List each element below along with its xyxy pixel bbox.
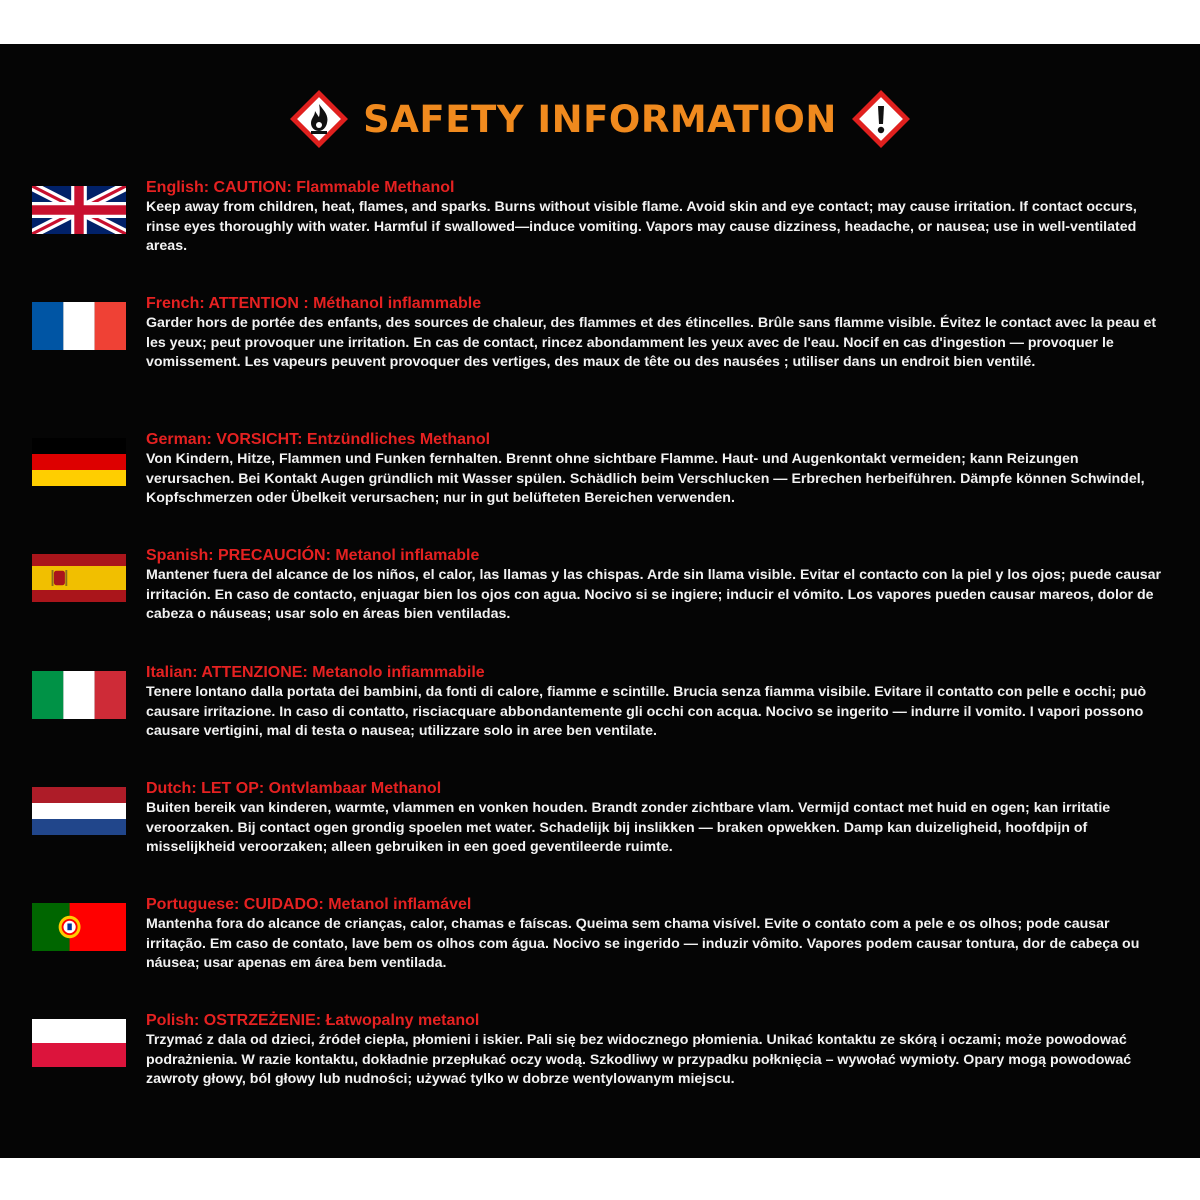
- header: [0, 86, 1200, 152]
- entry-heading: Dutch: LET OP: Ontvlambaar Methanol: [146, 780, 442, 797]
- germany-flag-icon: [32, 438, 126, 486]
- entry-body: Mantenha fora do alcance de crianças, calor, chamas e faíscas. Queima sem chama visível. Evite o contato com a pele e os olhos; pode causar irritação. Em caso de contato, lave bem os olhos com água. Nocivo se ingerido — induzir vômito. Vapores podem causar tontura, dor de cabeça ou náusea; usar apenas em área bem ventilada.: [146, 916, 1140, 972]
- entry-text: [146, 1011, 1170, 1090]
- flame-hazard-icon: [289, 89, 349, 149]
- entry-heading: Spanish: PRECAUCIÓN: Metanol inflamable: [146, 547, 480, 564]
- page-title: SAFETY INFORMATION: [363, 97, 837, 141]
- poland-flag-icon: [32, 1019, 126, 1067]
- entry-text: [146, 779, 1170, 858]
- entry-text: [146, 663, 1170, 742]
- entry-polish: [0, 1012, 1200, 1117]
- entry-heading: Italian: ATTENZIONE: Metanolo infiammabile: [146, 664, 485, 681]
- entry-english: [0, 179, 1200, 284]
- entry-body: Buiten bereik van kinderen, warmte, vlammen en vonken houden. Brandt zonder zichtbare vlam. Vermijd contact met huid en ogen; kan irritatie veroorzaken. Bij contact ogen grondig spoelen met water. Schadelijk bij inslikken — braken opwekken. Damp kan duizeligheid, hoofdpijn of misselijkheid veroorzaken; alleen gebruiken in een goed geventileerde ruimte.: [146, 800, 1111, 856]
- entry-spanish: [0, 547, 1200, 652]
- entry-body: Von Kindern, Hitze, Flammen und Funken fernhalten. Brennt ohne sichtbare Flamme. Haut- und Augenkontakt vermeiden; kann Reizungen verursachen. Bei Kontakt Augen gründlich mit Wasser spülen. Schädlich beim Verschlucken — Erbrechen herbeiführen. Dämpfe können Schwindel, Kopfschmerzen oder Übelkeit verursachen; nur in gut belüfteten Bereichen verwenden.: [146, 451, 1145, 507]
- entry-text: [146, 294, 1170, 373]
- uk-flag-icon: [32, 186, 126, 234]
- entry-italian: [0, 664, 1200, 769]
- entry-text: [146, 178, 1170, 257]
- entry-text: [146, 430, 1170, 509]
- entry-heading: German: VORSICHT: Entzündliches Methanol: [146, 431, 491, 448]
- entry-body: Garder hors de portée des enfants, des sources de chaleur, des flammes et des étincelles. Brûle sans flamme visible. Évitez le contact avec la peau et les yeux; peut provoquer une irritation. En cas de contact, rincez abondamment les yeux avec de l'eau. Nocif en cas d'ingestion — provoquer le vomissement. Les vapeurs peuvent provoquer des vertiges, des maux de tête ou des nausées ; utiliser dans un endroit bien ventilé.: [146, 315, 1157, 371]
- entry-text: [146, 895, 1170, 974]
- entry-body: Keep away from children, heat, flames, and sparks. Burns without visible flame. Avoid skin and eye contact; may cause irritation. If contact occurs, rinse eyes thoroughly with water. Harmful if swallowed—induce vomiting. Vapors may cause dizziness, headache, or nausea; use in well-ventilated areas.: [146, 199, 1137, 255]
- exclamation-hazard-icon: [851, 89, 911, 149]
- italy-flag-icon: [32, 671, 126, 719]
- portugal-flag-icon: [32, 903, 126, 951]
- entry-heading: French: ATTENTION : Méthanol inflammable: [146, 295, 482, 312]
- france-flag-icon: [32, 302, 126, 350]
- entry-text: [146, 546, 1170, 625]
- entry-body: Trzymać z dala od dzieci, źródeł ciepła, płomieni i iskier. Pali się bez widocznego płomienia. Unikać kontaktu ze skórą i oczami; może powodować podrażnienia. W razie kontaktu, dokładnie przepłukać oczy wodą. Szkodliwy w przypadku połknięcia – wywołać wymioty. Opary mogą powodować zawroty głowy, ból głowy lub nudności; używać tylko w dobrze wentylowanym miejscu.: [146, 1032, 1132, 1088]
- entry-german: [0, 431, 1200, 536]
- spain-flag-icon: [32, 554, 126, 602]
- entry-body: Tenere lontano dalla portata dei bambini, da fonti di calore, fiamme e scintille. Brucia senza fiamma visibile. Evitare il contatto con pelle e occhi; può causare irritazione. In caso di contatto, risciacquare abbondantemente gli occhi con acqua. Nocivo se ingerito — indurre il vomito. I vapori possono causare vertigini, mal di testa o nausea; utilizzare solo in aree ben ventilate.: [146, 684, 1147, 740]
- entry-heading: Polish: OSTRZEŻENIE: Łatwopalny metanol: [146, 1012, 480, 1029]
- entry-heading: English: CAUTION: Flammable Methanol: [146, 179, 455, 196]
- safety-panel: [0, 44, 1200, 1158]
- entry-body: Mantener fuera del alcance de los niños, el calor, las llamas y las chispas. Arde sin llama visible. Evitar el contacto con la piel y los ojos; puede causar irritación. En caso de contacto, enjuagar bien los ojos con agua. Nocivo si se ingiere; inducir el vómito. Los vapores pueden causar mareos, dolor de cabeza o náuseas; usar solo en áreas bien ventiladas.: [146, 567, 1162, 623]
- entry-dutch: [0, 780, 1200, 885]
- entry-portuguese: [0, 896, 1200, 1001]
- netherlands-flag-icon: [32, 787, 126, 835]
- entry-heading: Portuguese: CUIDADO: Metanol inflamável: [146, 896, 472, 913]
- entry-french: [0, 295, 1200, 400]
